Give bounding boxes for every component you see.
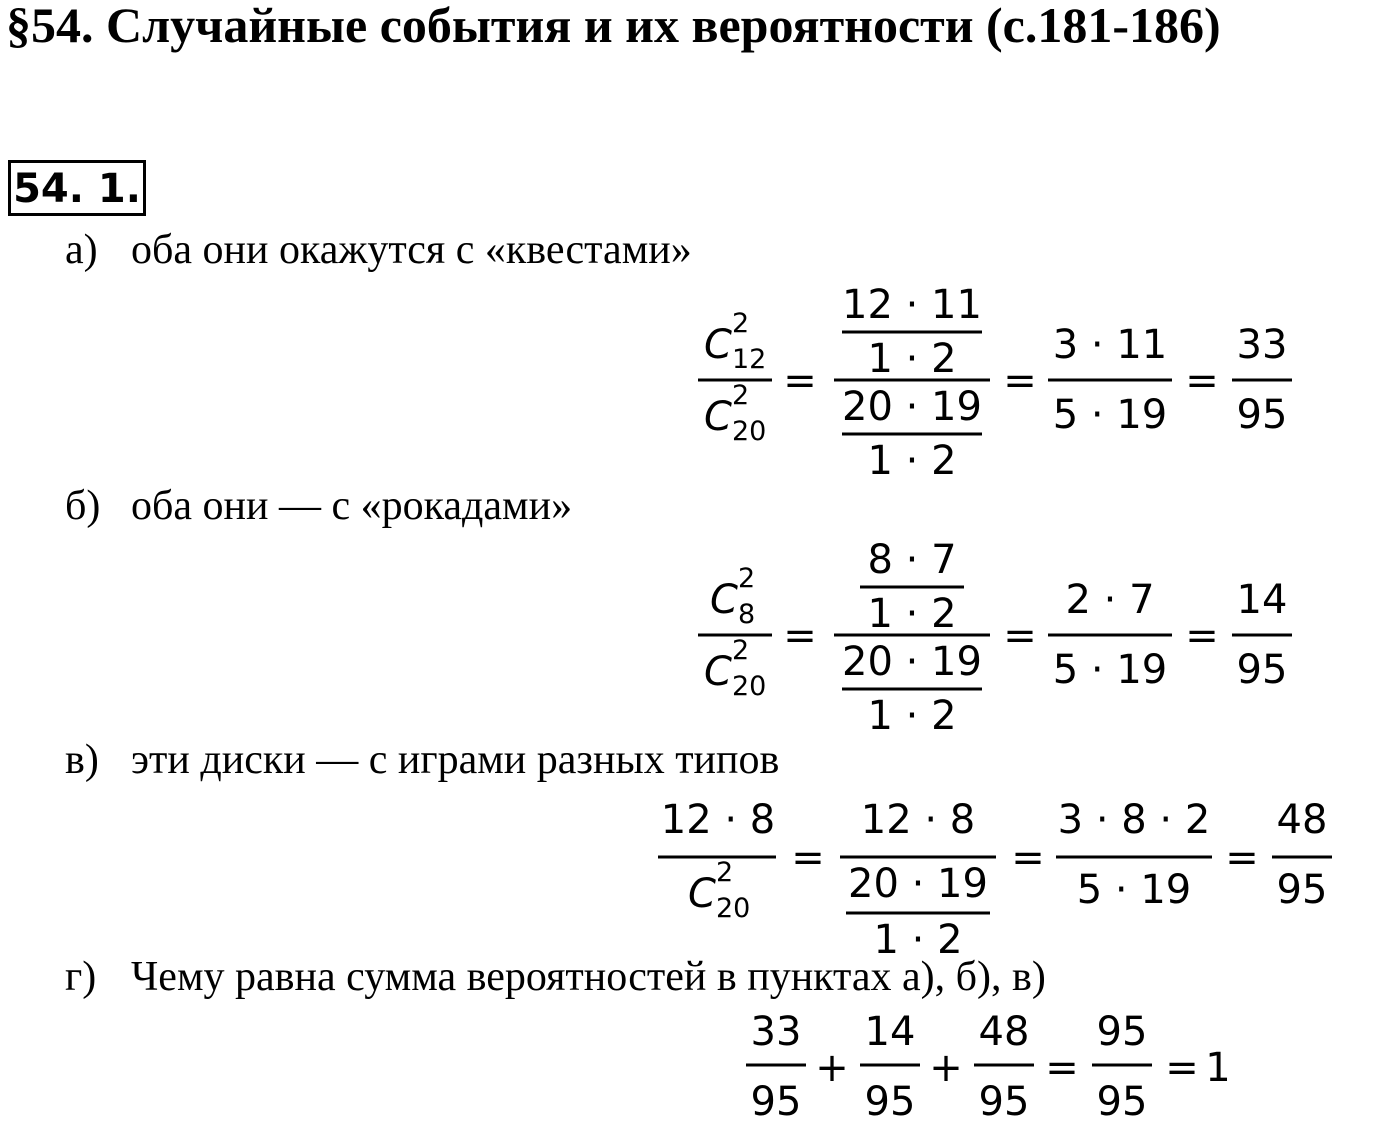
equals-sign: = xyxy=(783,613,817,659)
result-den: 95 xyxy=(1276,867,1328,913)
sum-num: 95 xyxy=(1096,1009,1148,1055)
lhs-fraction xyxy=(658,797,776,924)
lhs-den-sup: 2 xyxy=(716,857,734,888)
term-fraction-1 xyxy=(746,1009,806,1121)
lhs-num-sub: 8 xyxy=(738,599,756,630)
lhs-den-c: C xyxy=(688,871,716,917)
inner-den-bot: 1 · 2 xyxy=(873,917,963,963)
item-g-label: г) xyxy=(65,954,97,1000)
item-b xyxy=(65,482,572,530)
equals-sign: = xyxy=(1225,835,1259,881)
inner-num: 12 · 8 xyxy=(860,797,976,843)
final-result: 1 xyxy=(1205,1045,1231,1091)
inner-den-top: 20 · 19 xyxy=(842,384,982,430)
item-a-text: оба они окажутся с «квестами» xyxy=(131,227,692,273)
equals-sign: = xyxy=(1003,358,1037,404)
lhs-num: 12 · 8 xyxy=(660,797,776,843)
result-num: 33 xyxy=(1236,322,1288,368)
equation-v xyxy=(650,790,1370,970)
inner-den-top: 20 · 19 xyxy=(842,639,982,685)
step-num: 3 · 11 xyxy=(1052,322,1168,368)
lhs-fraction xyxy=(698,563,772,702)
equation-a xyxy=(690,282,1370,482)
lhs-den-c: C xyxy=(704,649,732,695)
lhs-den-sub: 20 xyxy=(732,671,767,702)
plus-sign: + xyxy=(929,1045,963,1091)
item-a-label: а) xyxy=(65,227,98,273)
term-fraction-2 xyxy=(860,1009,920,1121)
lhs-num-sub: 12 xyxy=(732,344,767,375)
inner-num-top: 12 · 11 xyxy=(842,282,982,328)
item-a xyxy=(65,226,692,274)
lhs-den-sub: 20 xyxy=(732,416,767,447)
result-fraction xyxy=(1232,577,1292,693)
lhs-num-c: C xyxy=(704,322,732,368)
equals-sign: = xyxy=(1185,358,1219,404)
result-den: 95 xyxy=(1236,392,1288,438)
sum-den: 95 xyxy=(1096,1079,1148,1121)
result-den: 95 xyxy=(1236,647,1288,693)
task-number-box xyxy=(8,160,146,216)
lhs-num-sup: 2 xyxy=(732,308,750,339)
term-num: 48 xyxy=(978,1009,1030,1055)
result-num: 48 xyxy=(1276,797,1328,843)
lhs-fraction xyxy=(698,308,772,447)
inner-num-bot: 1 · 2 xyxy=(867,336,957,382)
term-fraction-3 xyxy=(974,1009,1034,1121)
item-v xyxy=(65,736,779,784)
result-fraction xyxy=(1272,797,1332,913)
step-den: 5 · 19 xyxy=(1052,392,1168,438)
item-g xyxy=(65,953,1046,1001)
inner-den-bot: 1 · 2 xyxy=(867,693,957,737)
inner-den-top: 20 · 19 xyxy=(848,861,988,907)
lhs-num-c: C xyxy=(710,577,738,623)
inner-num-top: 8 · 7 xyxy=(867,537,957,583)
equals-sign: = xyxy=(791,835,825,881)
term-num: 33 xyxy=(750,1009,802,1055)
item-b-text: оба они — с «рокадами» xyxy=(131,483,573,529)
lhs-den-sup: 2 xyxy=(732,380,750,411)
term-den: 95 xyxy=(864,1079,916,1121)
lhs-den-sub: 20 xyxy=(716,893,751,924)
equation-g xyxy=(730,1005,1270,1121)
equals-sign: = xyxy=(783,358,817,404)
equation-b xyxy=(690,537,1370,737)
result-fraction xyxy=(1232,322,1292,438)
step-fraction xyxy=(1056,797,1212,913)
step-den: 5 · 19 xyxy=(1076,867,1192,913)
step-fraction xyxy=(1048,322,1172,438)
equals-sign: = xyxy=(1185,613,1219,659)
inner-den-bot: 1 · 2 xyxy=(867,438,957,482)
lhs-num-sup: 2 xyxy=(738,563,756,594)
item-v-text: эти диски — с играми разных типов xyxy=(131,737,780,783)
step-num: 3 · 8 · 2 xyxy=(1057,797,1211,843)
sum-fraction xyxy=(1092,1009,1152,1121)
result-num: 14 xyxy=(1236,577,1288,623)
task-number: 54. 1. xyxy=(13,166,141,212)
page-title: §54. Случайные события и их вероятности (с.181-186) xyxy=(6,0,1221,53)
plus-sign: + xyxy=(815,1045,849,1091)
term-den: 95 xyxy=(750,1079,802,1121)
equals-sign: = xyxy=(1045,1045,1079,1091)
item-b-label: б) xyxy=(65,483,101,529)
equals-sign: = xyxy=(1011,835,1045,881)
complex-fraction xyxy=(840,797,996,963)
step-num: 2 · 7 xyxy=(1065,577,1155,623)
lhs-den-sup: 2 xyxy=(732,635,750,666)
complex-fraction xyxy=(834,537,990,737)
step-den: 5 · 19 xyxy=(1052,647,1168,693)
inner-num-bot: 1 · 2 xyxy=(867,591,957,637)
item-v-label: в) xyxy=(65,737,99,783)
equals-sign: = xyxy=(1003,613,1037,659)
equals-sign: = xyxy=(1165,1045,1199,1091)
step-fraction xyxy=(1048,577,1172,693)
lhs-den-c: C xyxy=(704,394,732,440)
complex-fraction xyxy=(834,282,990,482)
term-num: 14 xyxy=(864,1009,916,1055)
term-den: 95 xyxy=(978,1079,1030,1121)
item-g-text: Чему равна сумма вероятностей в пунктах а), б), в) xyxy=(131,954,1046,1000)
